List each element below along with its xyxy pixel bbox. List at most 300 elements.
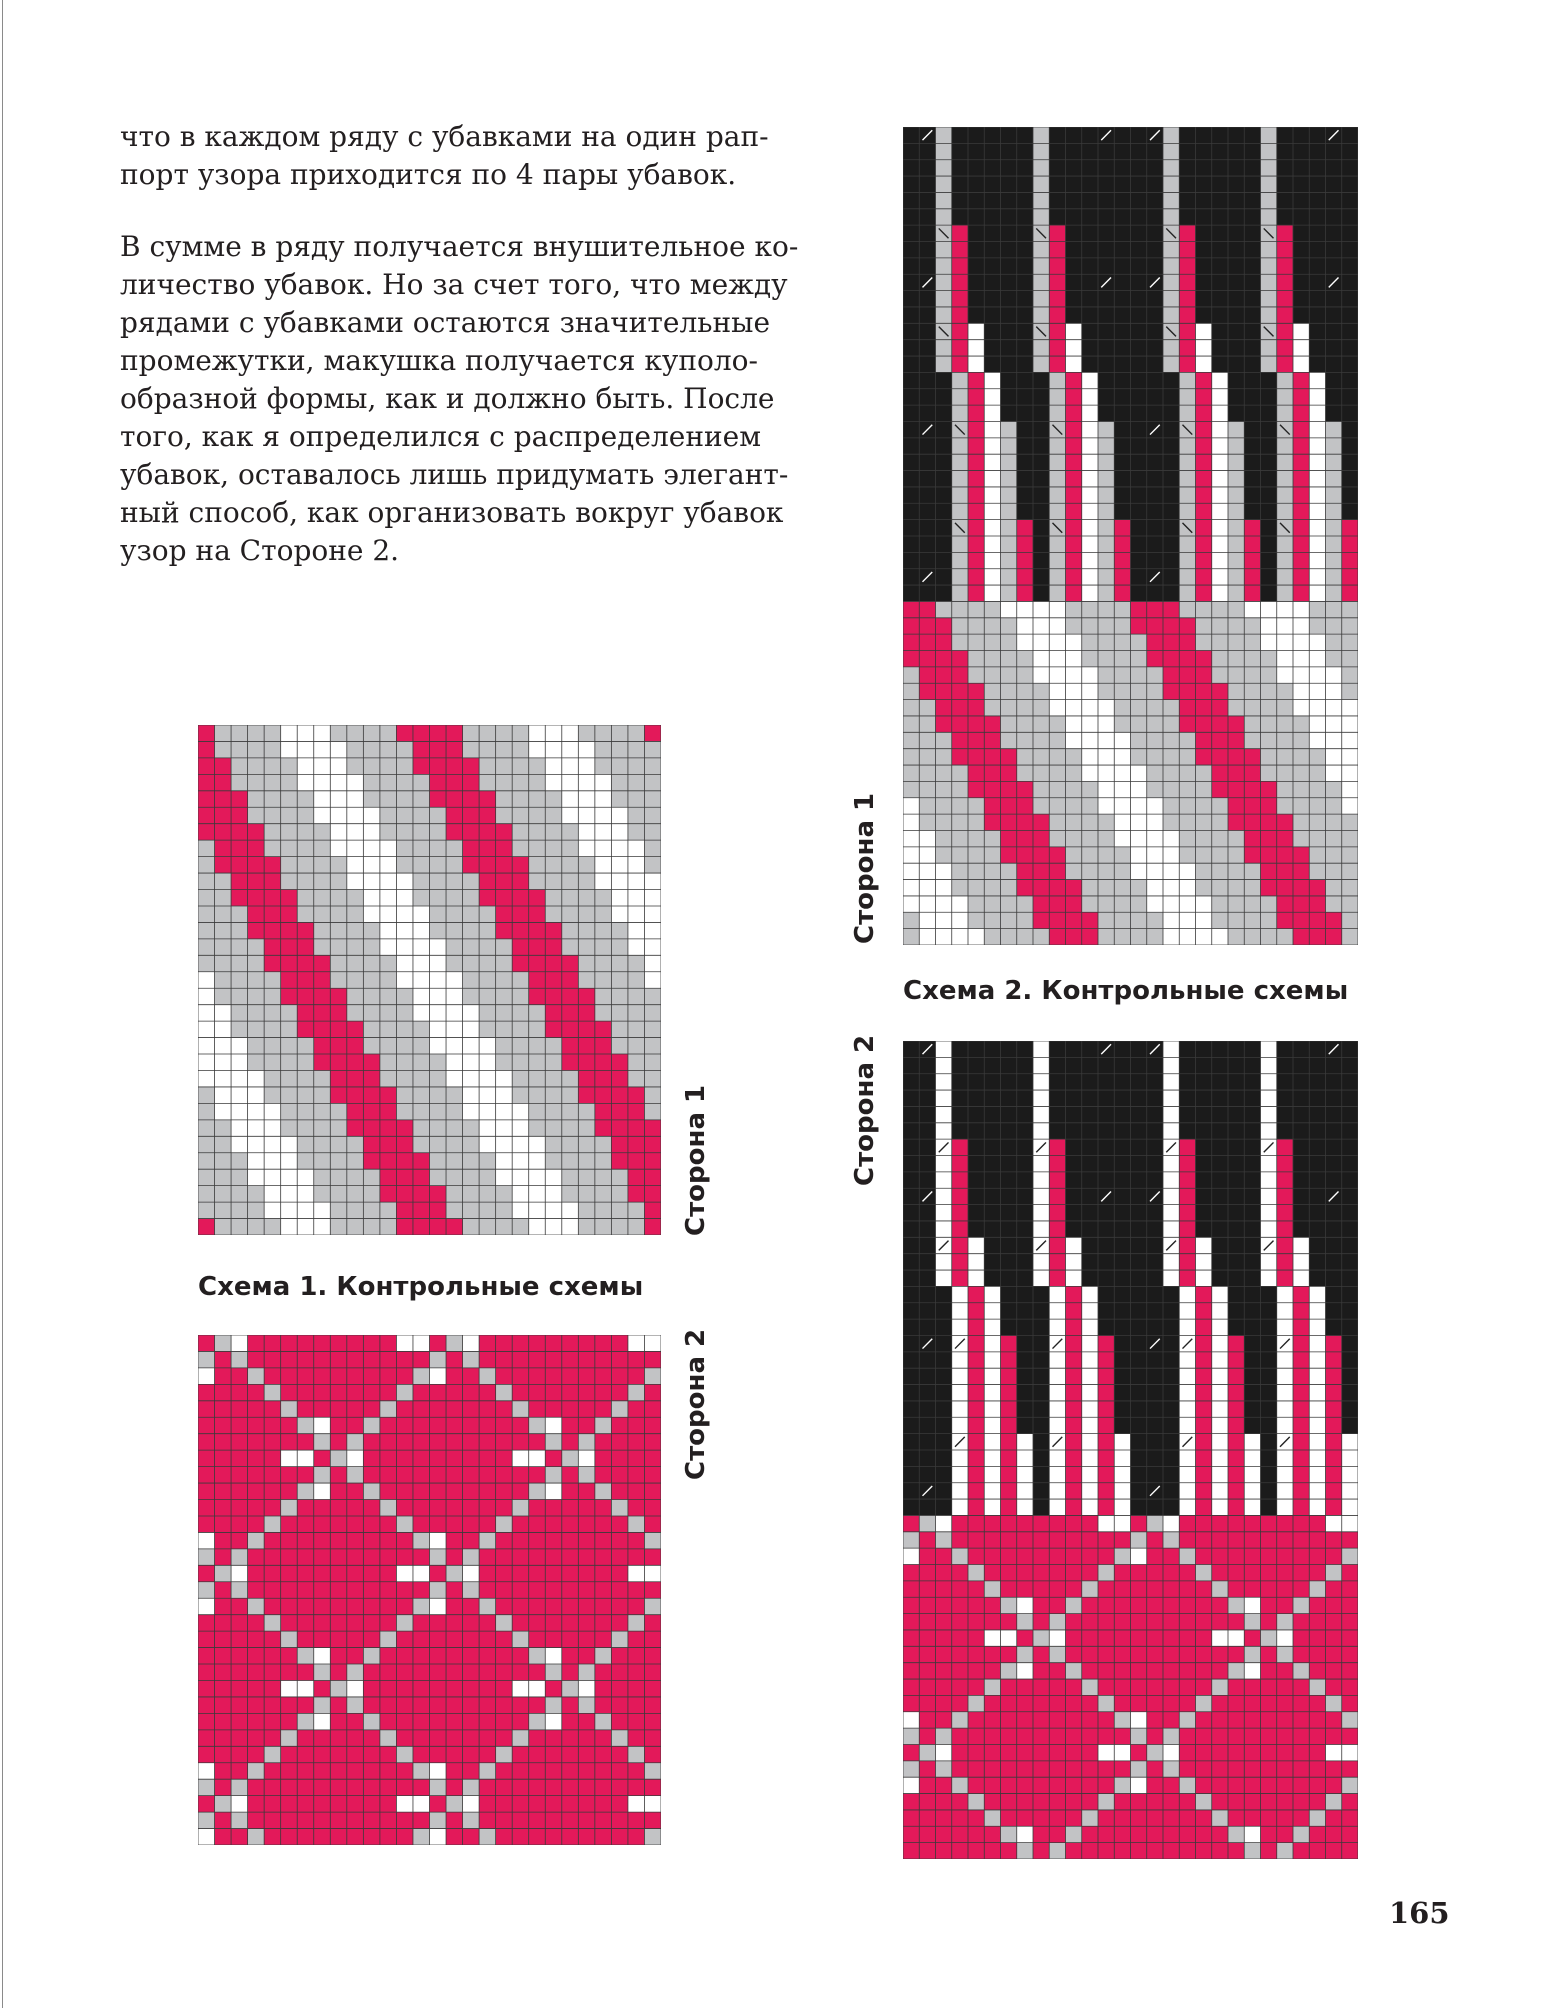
chart-cell <box>231 1483 248 1500</box>
chart-cell <box>611 807 628 824</box>
chart-cell <box>430 1697 447 1714</box>
chart-cell <box>1114 1123 1131 1140</box>
chart-cell <box>1212 1499 1229 1516</box>
chart-cell <box>919 781 936 798</box>
chart-cell <box>968 209 985 226</box>
chart-cell <box>479 1483 496 1500</box>
chart-cell <box>1066 1450 1083 1467</box>
chart-cell <box>952 1450 969 1467</box>
chart-cell <box>1114 1581 1131 1598</box>
chart-cell <box>595 1070 612 1087</box>
chart-cell <box>215 857 232 874</box>
chart-cell <box>1212 1254 1229 1271</box>
chart-cell <box>1212 1646 1229 1663</box>
chart-cell <box>1066 847 1083 864</box>
chart-cell <box>644 1565 661 1582</box>
chart-cell <box>1196 503 1213 520</box>
chart-cell <box>611 1120 628 1137</box>
chart-cell <box>1033 912 1050 929</box>
chart-cell <box>396 1450 413 1467</box>
chart-cell <box>1001 307 1018 324</box>
chart-cell <box>968 912 985 929</box>
chart-cell <box>1293 438 1310 455</box>
chart-cell <box>1196 912 1213 929</box>
chart-cell <box>446 1401 463 1418</box>
chart-cell <box>396 1598 413 1615</box>
chart-cell <box>248 1070 265 1087</box>
chart-cell <box>611 1829 628 1845</box>
chart-cell <box>1309 1319 1326 1336</box>
chart-cell <box>1342 536 1358 553</box>
chart-cell <box>512 1335 529 1352</box>
chart-cell <box>952 1090 969 1107</box>
chart-cell <box>529 1103 546 1120</box>
chart-cell <box>1309 1630 1326 1647</box>
chart-cell <box>903 765 920 782</box>
chart-cell <box>611 1812 628 1829</box>
chart-cell <box>529 1829 546 1845</box>
chart-cell <box>578 1549 595 1566</box>
chart-cell <box>248 1219 265 1235</box>
chart-cell <box>952 1368 969 1385</box>
chart-cell <box>1196 601 1213 618</box>
chart-cell <box>380 791 397 808</box>
chart-cell <box>281 1202 298 1219</box>
chart-cell <box>1244 1810 1261 1827</box>
chart-cell <box>1066 503 1083 520</box>
chart-cell <box>463 791 480 808</box>
chart-cell <box>330 1070 347 1087</box>
chart-cell <box>1131 307 1148 324</box>
chart-cell <box>264 840 281 857</box>
chart-cell <box>198 1021 215 1038</box>
chart-cell <box>330 1697 347 1714</box>
chart-cell <box>628 1779 645 1796</box>
chart-cell <box>628 1467 645 1484</box>
chart-cell <box>936 520 953 537</box>
chart-cell <box>1261 438 1278 455</box>
chart-cell <box>578 1516 595 1533</box>
chart-cell <box>248 1120 265 1137</box>
chart-cell <box>198 955 215 972</box>
chart-cell <box>1212 814 1229 831</box>
chart-cell <box>545 890 562 907</box>
chart-cell <box>952 929 969 945</box>
chart-cell <box>1293 1826 1310 1843</box>
chart-cell <box>496 1631 513 1648</box>
chart-cell <box>1342 1057 1358 1074</box>
chart-cell <box>919 258 936 275</box>
chart-cell <box>1326 814 1343 831</box>
chart-cell <box>1098 912 1115 929</box>
chart-cell <box>380 1549 397 1566</box>
chart-cell <box>1049 438 1066 455</box>
chart-cell <box>1309 1205 1326 1222</box>
chart-cell <box>562 988 579 1005</box>
chart-cell <box>611 1351 628 1368</box>
chart-cell <box>198 1664 215 1681</box>
chart-cell <box>1244 1826 1261 1843</box>
chart-cell <box>231 1417 248 1434</box>
chart-cell <box>968 798 985 815</box>
chart-cell <box>446 1697 463 1714</box>
chart-cell <box>1066 1352 1083 1369</box>
chart-cell <box>903 1646 920 1663</box>
chart-cell <box>446 1467 463 1484</box>
chart-cell <box>1033 1254 1050 1271</box>
chart-cell <box>512 774 529 791</box>
chart-cell <box>512 758 529 775</box>
chart-cell <box>968 225 985 242</box>
chart-cell <box>1212 1826 1229 1843</box>
chart-cell <box>281 1384 298 1401</box>
chart-cell <box>1342 651 1358 668</box>
chart-cell <box>984 618 1001 635</box>
chart-cell <box>215 1384 232 1401</box>
chart-cell <box>1293 225 1310 242</box>
chart-cell <box>1082 1794 1099 1811</box>
chart-cell <box>1017 471 1034 488</box>
chart-cell <box>595 1450 612 1467</box>
chart-cell <box>1082 1221 1099 1238</box>
chart-cell <box>1098 421 1115 438</box>
chart-cell <box>1147 700 1164 717</box>
chart-cell <box>1114 127 1131 144</box>
chart-cell <box>1033 1532 1050 1549</box>
chart-cell <box>1082 1401 1099 1418</box>
chart-cell <box>936 1434 953 1451</box>
chart-cell <box>396 1697 413 1714</box>
chart-cell <box>330 1450 347 1467</box>
chart-cell <box>919 1597 936 1614</box>
chart-cell <box>363 1054 380 1071</box>
chart-cell <box>952 569 969 586</box>
chart-cell <box>1309 340 1326 357</box>
chart-cell <box>1131 896 1148 913</box>
chart-cell <box>215 890 232 907</box>
chart-cell <box>1342 683 1358 700</box>
chart-cell <box>1082 700 1099 717</box>
chart-cell <box>611 1335 628 1352</box>
chart-cell <box>936 1499 953 1516</box>
chart-cell <box>529 725 546 742</box>
chart-cell <box>314 1186 331 1203</box>
chart-cell <box>1163 700 1180 717</box>
chart-cell <box>264 1730 281 1747</box>
chart-cell <box>1017 1744 1034 1761</box>
chart-cell <box>281 1136 298 1153</box>
chart-cell <box>919 634 936 651</box>
chart-cell <box>968 1712 985 1729</box>
chart-cell <box>1179 798 1196 815</box>
chart-cell <box>314 1532 331 1549</box>
chart-cell <box>1309 798 1326 815</box>
chart-cell <box>628 1483 645 1500</box>
chart-cell <box>1293 781 1310 798</box>
chart-cell <box>1066 1368 1083 1385</box>
chart-cell <box>231 1087 248 1104</box>
chart-cell <box>1228 1237 1245 1254</box>
chart-cell <box>1309 683 1326 700</box>
chart-cell <box>1228 1646 1245 1663</box>
chart-cell <box>1163 421 1180 438</box>
chart-cell <box>1049 1712 1066 1729</box>
chart-cell <box>1066 1319 1083 1336</box>
chart-cell <box>1309 1679 1326 1696</box>
chart-cell <box>984 601 1001 618</box>
chart-cell <box>984 781 1001 798</box>
chart-cell <box>512 1434 529 1451</box>
chart-cell <box>1196 651 1213 668</box>
chart-cell <box>1212 1057 1229 1074</box>
chart-cell <box>248 1829 265 1845</box>
chart-cell <box>1131 1385 1148 1402</box>
chart-cell <box>463 939 480 956</box>
chart-cell <box>1228 552 1245 569</box>
chart-cell <box>479 1417 496 1434</box>
chart-cell <box>1179 880 1196 897</box>
chart-cell <box>198 1054 215 1071</box>
chart-cell <box>430 890 447 907</box>
chart-cell <box>1163 765 1180 782</box>
chart-cell <box>1326 209 1343 226</box>
chart-cell <box>297 791 314 808</box>
chart-cell <box>1179 1777 1196 1794</box>
chart-cell <box>952 1417 969 1434</box>
chart-cell <box>578 1054 595 1071</box>
chart-cell <box>1212 176 1229 193</box>
chart-cell <box>1114 1483 1131 1500</box>
chart-cell <box>496 1648 513 1665</box>
chart-cell <box>1082 1630 1099 1647</box>
chart-cell <box>496 955 513 972</box>
chart-cell <box>1212 1237 1229 1254</box>
chart-cell <box>984 847 1001 864</box>
chart-cell <box>1098 569 1115 586</box>
chart-cell <box>1228 1728 1245 1745</box>
chart-cell <box>1001 912 1018 929</box>
chart-cell <box>952 1483 969 1500</box>
chart-cell <box>595 1664 612 1681</box>
chart-cell <box>1326 1205 1343 1222</box>
chart-cell <box>1293 1286 1310 1303</box>
chart-cell <box>314 1120 331 1137</box>
chart-cell <box>1196 356 1213 373</box>
chart-cell <box>1179 1172 1196 1189</box>
chart-cell <box>903 912 920 929</box>
chart-cell <box>1131 405 1148 422</box>
chart-cell <box>1082 651 1099 668</box>
chart-cell <box>562 1103 579 1120</box>
chart-cell <box>1001 1646 1018 1663</box>
chart-cell <box>903 1794 920 1811</box>
chart-cell <box>903 847 920 864</box>
chart-cell <box>1163 880 1180 897</box>
chart-cell <box>363 1631 380 1648</box>
chart-cell <box>1033 1548 1050 1565</box>
chart-cell <box>463 1021 480 1038</box>
chart-cell <box>1179 1303 1196 1320</box>
chart-cell <box>1293 1810 1310 1827</box>
chart-cell <box>1342 1221 1358 1238</box>
chart-cell <box>1212 520 1229 537</box>
chart-cell <box>1001 1286 1018 1303</box>
chart-cell <box>1261 1156 1278 1173</box>
chart-cell <box>1049 912 1066 929</box>
chart-cell <box>512 1005 529 1022</box>
chart-cell <box>1326 160 1343 177</box>
chart-cell <box>1098 1205 1115 1222</box>
chart-cell <box>1131 1761 1148 1778</box>
chart-cell <box>231 1434 248 1451</box>
chart-cell <box>1326 1466 1343 1483</box>
chart-cell <box>952 1630 969 1647</box>
chart-cell <box>1326 1483 1343 1500</box>
chart-cell <box>1049 323 1066 340</box>
chart-cell <box>413 1746 430 1763</box>
chart-cell <box>396 857 413 874</box>
chart-cell <box>1147 209 1164 226</box>
chart-cell <box>1066 1515 1083 1532</box>
chart-cell <box>463 1368 480 1385</box>
chart-cell <box>264 1812 281 1829</box>
chart-cell <box>952 651 969 668</box>
chart-cell <box>562 1713 579 1730</box>
chart-cell <box>512 1697 529 1714</box>
chart-cell <box>297 1450 314 1467</box>
chart-cell <box>297 988 314 1005</box>
chart-cell <box>1179 585 1196 602</box>
chart-cell <box>1131 1450 1148 1467</box>
chart-cell <box>1309 1074 1326 1091</box>
chart-cell <box>562 1450 579 1467</box>
chart-cell <box>1163 1565 1180 1582</box>
chart-cell <box>446 1648 463 1665</box>
chart-cell <box>1066 700 1083 717</box>
chart-cell <box>1228 716 1245 733</box>
chart-cell <box>1049 1074 1066 1091</box>
chart-cell <box>1147 683 1164 700</box>
chart-cell <box>1017 1843 1034 1859</box>
chart-cell <box>413 939 430 956</box>
chart-cell <box>984 1270 1001 1287</box>
chart-cell <box>1244 1074 1261 1091</box>
chart-cell <box>1261 291 1278 308</box>
chart-cell <box>562 857 579 874</box>
chart-cell <box>1114 1172 1131 1189</box>
chart-cell <box>1244 356 1261 373</box>
chart-cell <box>1342 520 1358 537</box>
chart-cell <box>1228 307 1245 324</box>
chart-cell <box>936 830 953 847</box>
chart-cell <box>1261 1172 1278 1189</box>
chart-cell <box>529 1368 546 1385</box>
chart-cell <box>1066 160 1083 177</box>
chart-cell <box>1277 1761 1294 1778</box>
chart-cell <box>1001 1532 1018 1549</box>
chart-cell <box>1228 683 1245 700</box>
chart-cell <box>1244 667 1261 684</box>
chart-cell <box>1277 1205 1294 1222</box>
chart-cell <box>264 955 281 972</box>
chart-cell <box>446 1120 463 1137</box>
chart-cell <box>545 1434 562 1451</box>
chart-cell <box>1066 209 1083 226</box>
chart-cell <box>1228 781 1245 798</box>
chart-cell <box>1098 1106 1115 1123</box>
chart-cell <box>314 840 331 857</box>
chart-cell <box>1179 1417 1196 1434</box>
chart-cell <box>198 1005 215 1022</box>
chart-cell <box>1163 503 1180 520</box>
chart-cell <box>595 1087 612 1104</box>
chart-cell <box>1244 929 1261 945</box>
chart-cell <box>1114 1385 1131 1402</box>
chart-cell <box>1017 487 1034 504</box>
chart-cell <box>1114 1303 1131 1320</box>
chart-cell <box>1147 1548 1164 1565</box>
chart-cell <box>231 1598 248 1615</box>
chart-cell <box>529 1664 546 1681</box>
chart-cell <box>595 1829 612 1845</box>
chart-cell <box>1066 1286 1083 1303</box>
chart-cell <box>968 1597 985 1614</box>
chart-cell <box>611 906 628 923</box>
chart-cell <box>330 1680 347 1697</box>
chart-cell <box>1228 291 1245 308</box>
chart-cell <box>430 1351 447 1368</box>
chart-cell <box>1001 405 1018 422</box>
chart-cell <box>512 1532 529 1549</box>
chart-cell <box>1033 749 1050 766</box>
chart-cell <box>1196 1286 1213 1303</box>
text-line: промежутки, макушка получается куполо- <box>120 344 758 377</box>
chart-cell <box>1082 1352 1099 1369</box>
chart-cell <box>413 1202 430 1219</box>
chart-cell <box>952 1286 969 1303</box>
chart-cell <box>1049 1679 1066 1696</box>
chart-cell <box>1163 732 1180 749</box>
chart-cell <box>1082 1205 1099 1222</box>
chart-cell <box>330 1169 347 1186</box>
chart-cell <box>1001 471 1018 488</box>
chart-cell <box>952 1565 969 1582</box>
chart-cell <box>1244 242 1261 259</box>
chart-cell <box>1228 1630 1245 1647</box>
chart-cell <box>1147 258 1164 275</box>
chart-cell <box>396 1087 413 1104</box>
chart-cell <box>297 1598 314 1615</box>
chart-cell <box>1017 1695 1034 1712</box>
chart-cell <box>1309 258 1326 275</box>
chart-cell <box>1001 1794 1018 1811</box>
chart-cell <box>952 1761 969 1778</box>
chart-cell <box>248 1351 265 1368</box>
chart-cell <box>1147 552 1164 569</box>
chart-cell <box>545 1532 562 1549</box>
chart-cell <box>496 1549 513 1566</box>
chart-cell <box>628 1087 645 1104</box>
chart-cell <box>968 1777 985 1794</box>
chart-cell <box>1179 209 1196 226</box>
chart-cell <box>1261 798 1278 815</box>
chart-cell <box>1001 1614 1018 1631</box>
chart-cell <box>1293 143 1310 160</box>
chart-cell <box>198 906 215 923</box>
chart-cell <box>479 1401 496 1418</box>
chart-cell <box>628 725 645 742</box>
chart-cell <box>198 1401 215 1418</box>
